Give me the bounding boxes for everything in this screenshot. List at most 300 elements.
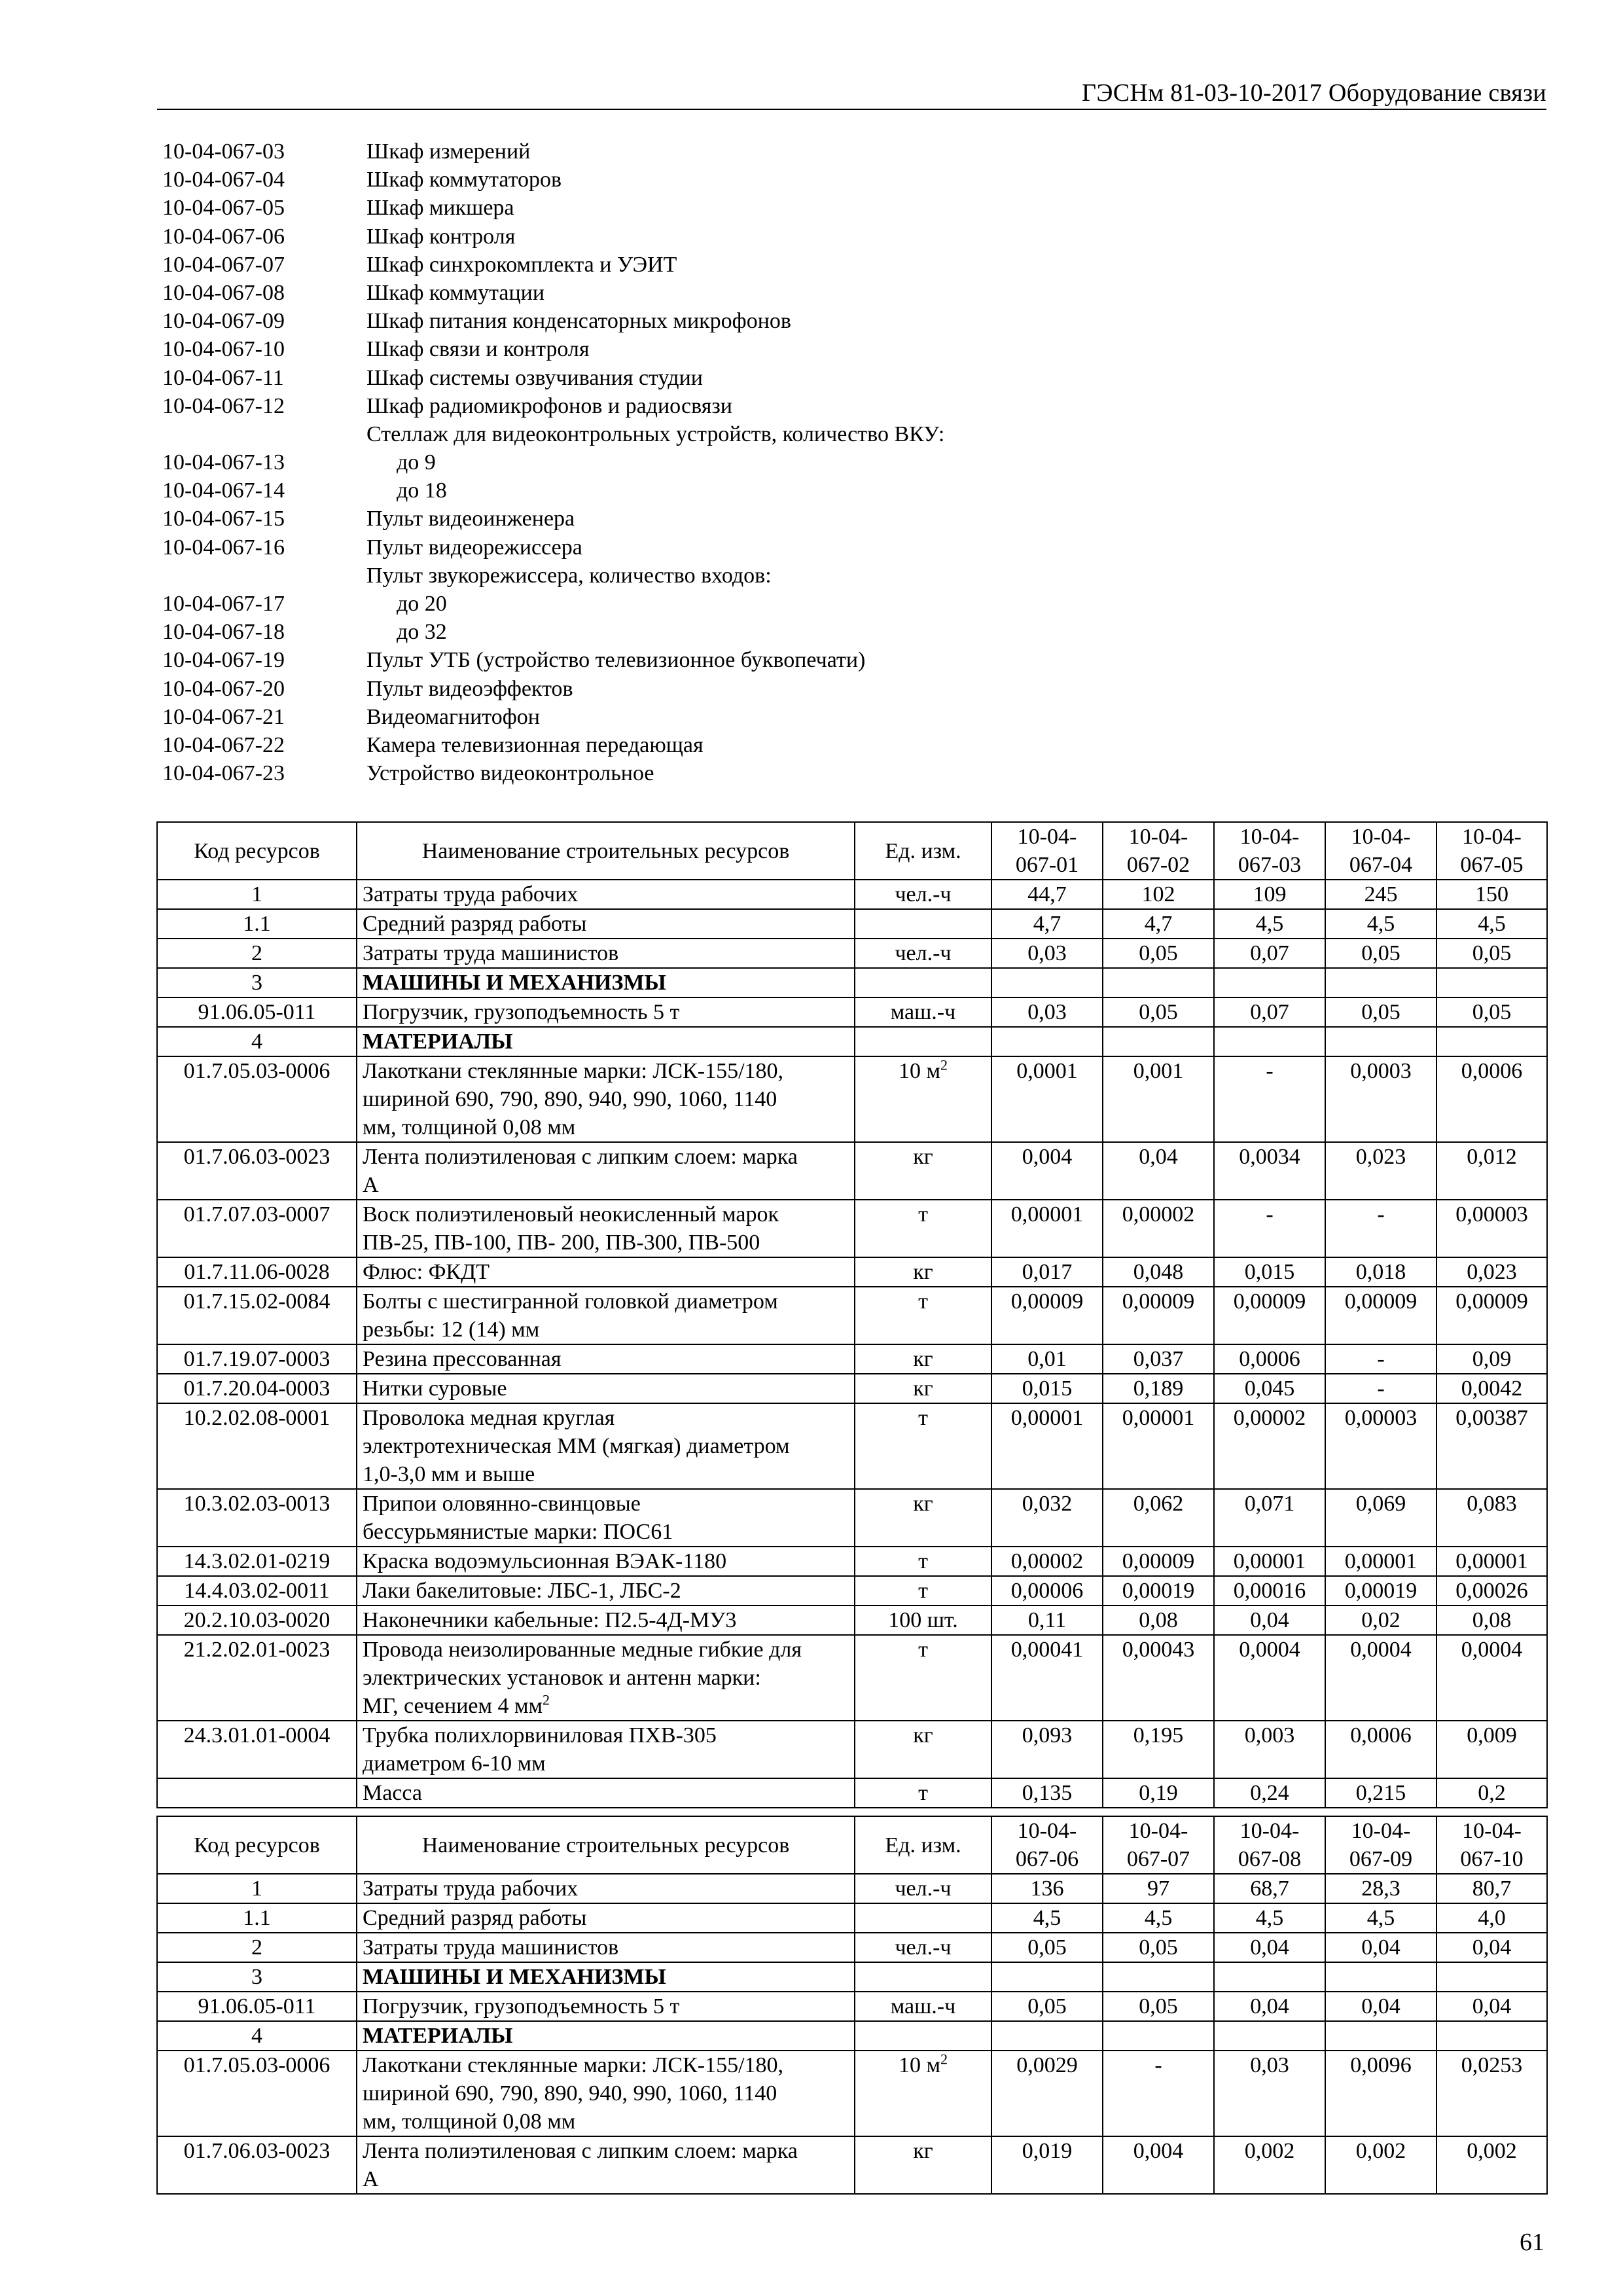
resource-code: 01.7.11.06-0028: [157, 1257, 357, 1287]
resource-value: 0,03: [991, 939, 1103, 968]
resource-value: 0,0029: [991, 2051, 1103, 2136]
table-row: [157, 1142, 1547, 1200]
resource-value: -: [1103, 2051, 1214, 2136]
resource-value: 0,015: [991, 1374, 1103, 1403]
header-column-code: 10-04- 067-09: [1325, 1816, 1436, 1874]
resource-value: 0,023: [1436, 1257, 1547, 1287]
resource-name: Погрузчик, грузоподъемность 5 т: [357, 1992, 855, 2021]
code-list-code: 10-04-067-22: [162, 732, 285, 757]
resource-unit: кг: [855, 1142, 991, 1200]
resource-unit: маш.-ч: [855, 997, 991, 1027]
resource-value: [991, 2021, 1103, 2051]
resource-value: 0,00001: [1325, 1547, 1436, 1576]
resource-code: 01.7.15.02-0084: [157, 1287, 357, 1344]
code-list-name: Стеллаж для видеоконтрольных устройств, количество ВКУ:: [366, 422, 945, 446]
resource-value: [1103, 968, 1214, 997]
resource-value: 0,05: [1103, 997, 1214, 1027]
resource-value: 0,0253: [1436, 2051, 1547, 2136]
code-list-code: 10-04-067-17: [162, 592, 285, 616]
resource-value: 0,00003: [1325, 1403, 1436, 1489]
resource-value: [1214, 2021, 1325, 2051]
resource-value: -: [1214, 1056, 1325, 1142]
resource-value: 0,189: [1103, 1374, 1214, 1403]
resource-value: 0,04: [1214, 1933, 1325, 1962]
resource-value: 102: [1103, 880, 1214, 909]
resource-value: [1103, 2021, 1214, 2051]
resource-value: 0,05: [1325, 939, 1436, 968]
resource-value: 0,04: [1325, 1933, 1436, 1962]
code-list-name: до 20: [397, 592, 447, 616]
code-list-code: 10-04-067-04: [162, 168, 285, 192]
code-list-item: [162, 646, 1471, 674]
code-list-code: 10-04-067-13: [162, 450, 285, 475]
table-row: [157, 1962, 1547, 1992]
code-list-item: [162, 420, 1471, 448]
resource-value: 0,045: [1214, 1374, 1325, 1403]
resource-value: 0,015: [1214, 1257, 1325, 1287]
resource-value: 0,0004: [1325, 1635, 1436, 1721]
table-row: [157, 2021, 1547, 2051]
resource-value: 0,09: [1436, 1344, 1547, 1374]
resource-value: 0,19: [1103, 1778, 1214, 1808]
resource-value: 4,5: [1214, 1903, 1325, 1933]
resource-value: 4,5: [991, 1903, 1103, 1933]
resource-unit: [855, 1903, 991, 1933]
code-list-name: Устройство видеоконтрольное: [366, 761, 654, 786]
resource-code: 4: [157, 2021, 357, 2051]
resource-code: 10.2.02.08-0001: [157, 1403, 357, 1489]
resource-value: [1103, 1027, 1214, 1056]
resource-unit: кг: [855, 2136, 991, 2194]
resource-value: 4,5: [1325, 1903, 1436, 1933]
code-list-code: 10-04-067-11: [162, 365, 284, 390]
header-code: Код ресурсов: [157, 1816, 357, 1874]
table-row: [157, 997, 1547, 1027]
code-list-item: [162, 335, 1471, 363]
table-header-row: [157, 822, 1547, 880]
code-list-name: Пульт видеоинженера: [366, 507, 575, 531]
resource-value: 0,00019: [1103, 1576, 1214, 1605]
resource-name: Нитки суровые: [357, 1374, 855, 1403]
code-list-code: 10-04-067-05: [162, 196, 285, 221]
table-row: [157, 1635, 1547, 1721]
code-list-code: 10-04-067-12: [162, 393, 285, 418]
resource-value: 0,05: [991, 1992, 1103, 2021]
code-list-item: [162, 533, 1471, 562]
header-column-code: 10-04- 067-10: [1436, 1816, 1547, 1874]
code-list-code: 10-04-067-06: [162, 224, 285, 249]
resource-code: 01.7.19.07-0003: [157, 1344, 357, 1374]
resource-name: Резина прессованная: [357, 1344, 855, 1374]
table-row: [157, 1903, 1547, 1933]
resource-value: 0,0096: [1325, 2051, 1436, 2136]
header-unit: Ед. изм.: [855, 1816, 991, 1874]
resource-value: 0,02: [1325, 1605, 1436, 1635]
resource-value: 0,00019: [1325, 1576, 1436, 1605]
resource-name: Наконечники кабельные: П2.5-4Д-МУ3: [357, 1605, 855, 1635]
table-header-row: [157, 1816, 1547, 1874]
resource-code: 1.1: [157, 1903, 357, 1933]
resource-code: 91.06.05-011: [157, 997, 357, 1027]
resource-name: Затраты труда машинистов: [357, 1933, 855, 1962]
resource-value: 0,05: [1103, 1933, 1214, 1962]
resource-value: 0,00003: [1436, 1200, 1547, 1257]
table-row: [157, 1489, 1547, 1547]
resource-value: 0,048: [1103, 1257, 1214, 1287]
resource-code: 24.3.01.01-0004: [157, 1721, 357, 1778]
resource-value: 0,062: [1103, 1489, 1214, 1547]
resource-value: 245: [1325, 880, 1436, 909]
code-list-name: Шкаф коммутации: [366, 280, 545, 305]
code-list-item: [162, 166, 1471, 194]
table-row: [157, 1992, 1547, 2021]
code-list-code: 10-04-067-14: [162, 478, 285, 503]
resource-value: 0,00001: [1103, 1403, 1214, 1489]
table-row: [157, 909, 1547, 939]
resource-value: 0,00001: [1214, 1547, 1325, 1576]
resource-unit: [855, 968, 991, 997]
resource-name: Краска водоэмульсионная ВЭАК-1180: [357, 1547, 855, 1576]
code-list-code: 10-04-067-09: [162, 309, 285, 334]
resource-code: 01.7.06.03-0023: [157, 1142, 357, 1200]
resource-value: 4,5: [1436, 909, 1547, 939]
resource-code: [157, 1778, 357, 1808]
header-column-code: 10-04- 067-04: [1325, 822, 1436, 880]
resource-value: 0,0004: [1436, 1635, 1547, 1721]
resource-code: 2: [157, 939, 357, 968]
resource-name: Провода неизолированные медные гибкие для электрических установок и антенн марки: МГ, сечением 4 $мм^2$: [357, 1635, 855, 1721]
resources-table-2: [156, 1816, 1548, 2195]
resource-value: [991, 968, 1103, 997]
resource-value: 0,04: [1325, 1992, 1436, 2021]
resource-value: 0,00387: [1436, 1403, 1547, 1489]
code-list-item: [162, 562, 1471, 590]
resource-value: 4,0: [1436, 1903, 1547, 1933]
resource-value: 0,071: [1214, 1489, 1325, 1547]
table-row: [157, 1721, 1547, 1778]
code-list-name: Шкаф микшера: [366, 196, 514, 221]
resource-unit: т: [855, 1200, 991, 1257]
header-column-code: 10-04- 067-06: [991, 1816, 1103, 1874]
resource-value: -: [1325, 1200, 1436, 1257]
code-list-code: 10-04-067-15: [162, 507, 285, 531]
resource-unit: кг: [855, 1344, 991, 1374]
code-list-item: [162, 675, 1471, 703]
resource-value: 0,00009: [1325, 1287, 1436, 1344]
resource-value: [991, 1027, 1103, 1056]
resource-value: 0,017: [991, 1257, 1103, 1287]
resource-value: 0,04: [1214, 1605, 1325, 1635]
code-list-name: Пульт видеорежиссера: [366, 535, 582, 560]
code-list-item: [162, 505, 1471, 533]
resource-name: МАШИНЫ И МЕХАНИЗМЫ: [357, 1962, 855, 1992]
code-list-name: Шкаф синхрокомплекта и УЭИТ: [366, 252, 677, 277]
resource-value: 0,002: [1436, 2136, 1547, 2194]
resource-name: Лаки бакелитовые: ЛБС-1, ЛБС-2: [357, 1576, 855, 1605]
header-column-code: 10-04- 067-02: [1103, 822, 1214, 880]
resource-name: Лакоткани стеклянные марки: ЛСК-155/180, шириной 690, 790, 890, 940, 990, 1060, 1140 мм, толщиной 0,08 мм: [357, 1056, 855, 1142]
resource-unit: т: [855, 1635, 991, 1721]
table-row: [157, 1874, 1547, 1903]
code-list-name: Пульт УТБ (устройство телевизионное буквопечати): [366, 648, 866, 673]
resource-unit: т: [855, 1778, 991, 1808]
resource-value: 0,00016: [1214, 1576, 1325, 1605]
code-list-name: до 32: [397, 620, 447, 645]
resource-value: 0,07: [1214, 939, 1325, 968]
table-row: [157, 880, 1547, 909]
code-list-item: [162, 759, 1471, 787]
resource-value: 0,00009: [1103, 1547, 1214, 1576]
resource-value: -: [1325, 1344, 1436, 1374]
table-row: [157, 2051, 1547, 2136]
resource-name: Затраты труда рабочих: [357, 1874, 855, 1903]
table-row: [157, 1027, 1547, 1056]
code-list-item: [162, 307, 1471, 335]
code-list-code: 10-04-067-07: [162, 252, 285, 277]
resource-value: 136: [991, 1874, 1103, 1903]
resource-value: 109: [1214, 880, 1325, 909]
resource-name: МАТЕРИАЛЫ: [357, 1027, 855, 1056]
code-list-item: [162, 251, 1471, 279]
resource-unit: 10 $м^2$: [855, 1056, 991, 1142]
code-list-name: Шкаф радиомикрофонов и радиосвязи: [366, 393, 732, 418]
resource-value: 0,023: [1325, 1142, 1436, 1200]
code-list-name: Камера телевизионная передающая: [366, 732, 704, 757]
code-list-item: [162, 137, 1471, 166]
table-row: [157, 939, 1547, 968]
resource-value: 80,7: [1436, 1874, 1547, 1903]
resource-unit: кг: [855, 1721, 991, 1778]
resource-unit: чел.-ч: [855, 880, 991, 909]
resource-value: 0,00009: [991, 1287, 1103, 1344]
resource-value: 0,083: [1436, 1489, 1547, 1547]
resource-value: [1214, 968, 1325, 997]
resource-value: 4,7: [991, 909, 1103, 939]
resource-name: Масса: [357, 1778, 855, 1808]
resource-unit: чел.-ч: [855, 939, 991, 968]
resource-unit: т: [855, 1287, 991, 1344]
code-list-code: 10-04-067-19: [162, 648, 285, 673]
resources-table-1: [156, 821, 1548, 1808]
resource-value: [1325, 2021, 1436, 2051]
resource-name: МАШИНЫ И МЕХАНИЗМЫ: [357, 968, 855, 997]
resource-value: [1436, 968, 1547, 997]
resource-value: 0,002: [1325, 2136, 1436, 2194]
page-number: 61: [1520, 2229, 1544, 2256]
code-list-item: [162, 731, 1471, 759]
resource-code: 01.7.07.03-0007: [157, 1200, 357, 1257]
table-row: [157, 1374, 1547, 1403]
resource-value: 0,0006: [1214, 1344, 1325, 1374]
resource-value: 97: [1103, 1874, 1214, 1903]
code-list-name: Пульт видеоэффектов: [366, 676, 573, 701]
resource-name: Болты с шестигранной головкой диаметром резьбы: 12 (14) мм: [357, 1287, 855, 1344]
resource-value: 0,04: [1436, 1933, 1547, 1962]
resource-code: 01.7.05.03-0006: [157, 1056, 357, 1142]
resource-unit: кг: [855, 1257, 991, 1287]
resource-value: 0,0001: [991, 1056, 1103, 1142]
resource-value: 0,00009: [1103, 1287, 1214, 1344]
resource-value: 0,11: [991, 1605, 1103, 1635]
table-row: [157, 1257, 1547, 1287]
resource-unit: [855, 909, 991, 939]
header-column-code: 10-04- 067-01: [991, 822, 1103, 880]
resource-value: 0,0003: [1325, 1056, 1436, 1142]
resource-name: Погрузчик, грузоподъемность 5 т: [357, 997, 855, 1027]
code-list-item: [162, 703, 1471, 731]
resource-value: 0,00001: [991, 1200, 1103, 1257]
table-row: [157, 2136, 1547, 2194]
resource-value: 0,018: [1325, 1257, 1436, 1287]
resource-unit: чел.-ч: [855, 1933, 991, 1962]
resource-code: 91.06.05-011: [157, 1992, 357, 2021]
resource-value: 0,05: [1325, 997, 1436, 1027]
code-list-name: Шкаф питания конденсаторных микрофонов: [366, 309, 791, 334]
header-code: Код ресурсов: [157, 822, 357, 880]
code-list-item: [162, 392, 1471, 420]
code-list-code: 10-04-067-03: [162, 139, 285, 164]
resource-code: 4: [157, 1027, 357, 1056]
resource-value: 0,24: [1214, 1778, 1325, 1808]
code-list-code: 10-04-067-20: [162, 676, 285, 701]
resource-value: 0,00043: [1103, 1635, 1214, 1721]
resource-value: 0,0004: [1214, 1635, 1325, 1721]
resource-code: 1.1: [157, 909, 357, 939]
table-row: [157, 1200, 1547, 1257]
code-list-item: [162, 448, 1471, 476]
code-list-name: Шкаф связи и контроля: [366, 337, 590, 362]
resource-value: 0,069: [1325, 1489, 1436, 1547]
resource-value: -: [1325, 1374, 1436, 1403]
code-list-name: до 9: [397, 450, 436, 475]
code-list-code: 10-04-067-23: [162, 761, 285, 786]
resource-value: 0,093: [991, 1721, 1103, 1778]
table-row: [157, 1547, 1547, 1576]
code-list-name: Шкаф коммутаторов: [366, 168, 562, 192]
resource-name: Средний разряд работы: [357, 909, 855, 939]
resource-value: 28,3: [1325, 1874, 1436, 1903]
resource-name: Флюс: ФКДТ: [357, 1257, 855, 1287]
resource-value: 0,001: [1103, 1056, 1214, 1142]
resource-code: 3: [157, 1962, 357, 1992]
resource-code: 20.2.10.03-0020: [157, 1605, 357, 1635]
table-row: [157, 968, 1547, 997]
code-list-name: Шкаф контроля: [366, 224, 516, 249]
resource-value: 0,05: [991, 1933, 1103, 1962]
resource-unit: [855, 1962, 991, 1992]
resource-name: Припои оловянно-свинцовые бессурьмянистые марки: ПОС61: [357, 1489, 855, 1547]
code-list-item: [162, 223, 1471, 251]
resource-value: 0,05: [1436, 997, 1547, 1027]
resource-name: Лакоткани стеклянные марки: ЛСК-155/180, шириной 690, 790, 890, 940, 990, 1060, 1140 мм, толщиной 0,08 мм: [357, 2051, 855, 2136]
resource-name: Воск полиэтиленовый неокисленный марок ПВ-25, ПВ-100, ПВ- 200, ПВ-300, ПВ-500: [357, 1200, 855, 1257]
header-column-code: 10-04- 067-08: [1214, 1816, 1325, 1874]
resource-name: Трубка полихлорвиниловая ПХВ-305 диаметром 6-10 мм: [357, 1721, 855, 1778]
resource-name: Средний разряд работы: [357, 1903, 855, 1933]
resource-value: 0,04: [1103, 1142, 1214, 1200]
resource-value: 0,01: [991, 1344, 1103, 1374]
resource-unit: т: [855, 1576, 991, 1605]
code-list-item: [162, 476, 1471, 505]
resource-unit: чел.-ч: [855, 1874, 991, 1903]
resource-value: 0,07: [1214, 997, 1325, 1027]
resource-value: 150: [1436, 880, 1547, 909]
resource-value: 0,00041: [991, 1635, 1103, 1721]
resource-value: [1214, 1027, 1325, 1056]
resource-value: [1436, 1027, 1547, 1056]
resource-code: 10.3.02.03-0013: [157, 1489, 357, 1547]
resource-value: 0,135: [991, 1778, 1103, 1808]
resource-unit: т: [855, 1547, 991, 1576]
resource-value: 0,08: [1436, 1605, 1547, 1635]
resource-value: 4,5: [1325, 909, 1436, 939]
resource-value: 0,003: [1214, 1721, 1325, 1778]
resource-value: 0,2: [1436, 1778, 1547, 1808]
resource-value: 0,012: [1436, 1142, 1547, 1200]
header-column-code: 10-04- 067-03: [1214, 822, 1325, 880]
resource-value: 0,004: [991, 1142, 1103, 1200]
resource-unit: кг: [855, 1489, 991, 1547]
resource-unit: [855, 2021, 991, 2051]
resource-unit: [855, 1027, 991, 1056]
table-row: [157, 1576, 1547, 1605]
resource-code: 01.7.20.04-0003: [157, 1374, 357, 1403]
resource-value: 0,00009: [1436, 1287, 1547, 1344]
resource-value: 0,002: [1214, 2136, 1325, 2194]
resource-value: -: [1214, 1200, 1325, 1257]
resource-code: 1: [157, 1874, 357, 1903]
code-list-code: 10-04-067-16: [162, 535, 285, 560]
resource-name: МАТЕРИАЛЫ: [357, 2021, 855, 2051]
code-list-code: 10-04-067-08: [162, 280, 285, 305]
resource-value: [1325, 968, 1436, 997]
resource-value: 44,7: [991, 880, 1103, 909]
resource-value: 0,08: [1103, 1605, 1214, 1635]
table-row: [157, 1403, 1547, 1489]
resource-code: 01.7.06.03-0023: [157, 2136, 357, 2194]
resource-value: 0,0034: [1214, 1142, 1325, 1200]
code-list: [162, 137, 1471, 787]
table-row: [157, 1605, 1547, 1635]
resource-code: 3: [157, 968, 357, 997]
resource-unit: 10 $м^2$: [855, 2051, 991, 2136]
table-row: [157, 1287, 1547, 1344]
resource-code: 1: [157, 880, 357, 909]
resource-value: 0,03: [991, 997, 1103, 1027]
code-list-name: Шкаф системы озвучивания студии: [366, 365, 704, 390]
resource-value: 0,00002: [1103, 1200, 1214, 1257]
resource-name: Проволока медная круглая электротехническая ММ (мягкая) диаметром 1,0-3,0 мм и выше: [357, 1403, 855, 1489]
resource-code: 14.4.03.02-0011: [157, 1576, 357, 1605]
resource-value: 68,7: [1214, 1874, 1325, 1903]
resource-code: 2: [157, 1933, 357, 1962]
resource-name: Затраты труда машинистов: [357, 939, 855, 968]
header-unit: Ед. изм.: [855, 822, 991, 880]
table-row: [157, 1933, 1547, 1962]
code-list-item: [162, 618, 1471, 646]
resource-value: 4,5: [1103, 1903, 1214, 1933]
resource-value: 0,00001: [991, 1403, 1103, 1489]
code-list-item: [162, 364, 1471, 392]
header-column-code: 10-04- 067-05: [1436, 822, 1547, 880]
resource-unit: кг: [855, 1374, 991, 1403]
resource-value: 4,5: [1214, 909, 1325, 939]
resource-value: 0,03: [1214, 2051, 1325, 2136]
resource-value: 0,004: [1103, 2136, 1214, 2194]
resource-value: 0,00001: [1436, 1547, 1547, 1576]
resource-value: 0,0006: [1436, 1056, 1547, 1142]
resource-value: 0,05: [1436, 939, 1547, 968]
